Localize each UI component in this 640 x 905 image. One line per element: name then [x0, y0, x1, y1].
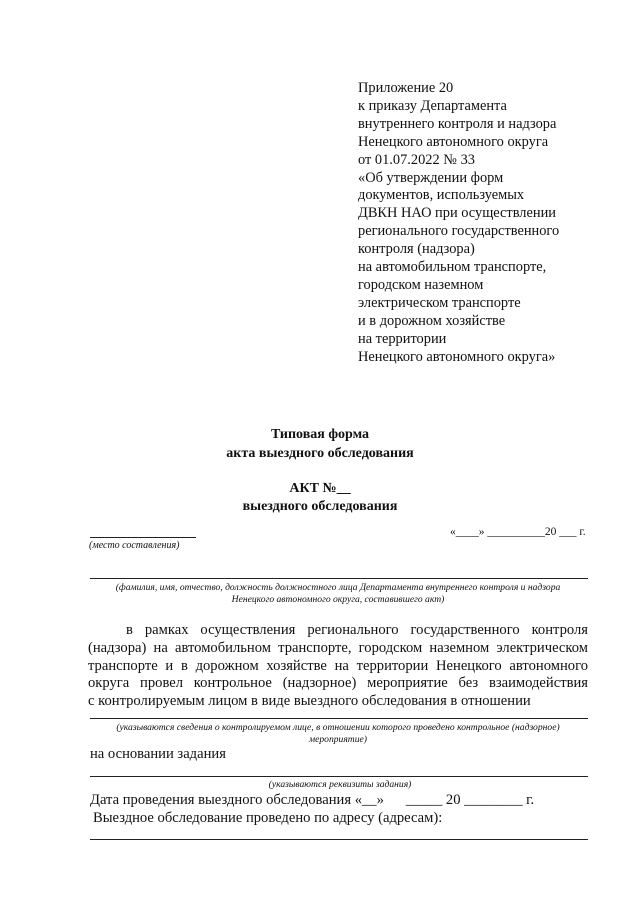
official-underline: [90, 578, 588, 579]
appendix-line: ДВКН НАО при осуществлении: [358, 205, 556, 222]
place-underline: [90, 537, 196, 538]
form-subtitle: акта выездного обследования: [226, 446, 414, 461]
controlled-person-underline: [90, 718, 588, 719]
form-title: Типовая форма: [270, 427, 370, 442]
appendix-line: документов, используемых: [358, 187, 525, 204]
basis-underline: [90, 776, 588, 777]
paragraph-line: (надзора) на автомобильном транспорте, городском наземном электрическом: [88, 639, 588, 656]
appendix-line: электрическом транспорте: [358, 294, 521, 311]
address-line: Выездное обследование проведено по адресу (адресам):: [93, 810, 443, 826]
appendix-line: Ненецкого автономного округа»: [358, 348, 556, 365]
paragraph-line: транспорте и в дорожном хозяйстве на территории Ненецкого автономного: [88, 657, 588, 674]
basis-caption: (указываются реквизиты задания): [268, 779, 412, 790]
appendix-line: внутреннего контроля и надзора: [358, 115, 557, 132]
inspection-date-line: Дата проведения выездного обследования «__» _____ 20 ________ г.: [90, 792, 535, 808]
controlled-person-caption: [86, 722, 590, 746]
basis-text: на основании задания: [90, 746, 226, 762]
act-number-heading: АКТ №__: [289, 481, 351, 496]
controlled-caption-line: (указываются сведения о контролируемом лице, в отношении которого проведено контрольное (надзорное): [116, 722, 560, 733]
address-underline: [90, 839, 588, 840]
appendix-line: и в дорожном хозяйстве: [358, 312, 506, 329]
compilation-date-field: «____» __________20 ___ г.: [450, 526, 586, 538]
controlled-caption-line: мероприятие): [308, 734, 367, 745]
paragraph-line: с контролируемым лицом в виде выездного обследования в отношении: [88, 693, 531, 710]
paragraph-line: в рамках осуществления регионального государственного контроля: [126, 622, 588, 638]
appendix-line: Ненецкого автономного округа: [358, 133, 549, 150]
appendix-line: регионального государственного: [358, 223, 560, 240]
paragraph-line: округа провел контрольное (надзорное) мероприятие без взаимодействия: [88, 675, 588, 692]
official-caption-line: Ненецкого автономного округа, составившего акт): [231, 594, 445, 605]
place-caption: (место составления): [89, 540, 180, 551]
appendix-line: Приложение 20: [358, 80, 454, 96]
appendix-line: на территории: [358, 330, 447, 347]
appendix-block: [358, 80, 608, 367]
appendix-line: контроля (надзора): [358, 241, 475, 258]
act-type-heading: выездного обследования: [242, 499, 398, 514]
appendix-line: городском наземном: [358, 276, 484, 293]
appendix-line: к приказу Департамента: [358, 97, 507, 114]
appendix-line: на автомобильном транспорте,: [358, 259, 547, 276]
appendix-line: «Об утверждении форм: [358, 169, 504, 186]
official-caption-line: (фамилия, имя, отчество, должность должностного лица Департамента внутреннего контроля и надзора: [115, 582, 561, 593]
appendix-line: от 01.07.2022 № 33: [358, 151, 475, 168]
official-caption: [86, 582, 590, 606]
main-paragraph: [88, 622, 588, 711]
